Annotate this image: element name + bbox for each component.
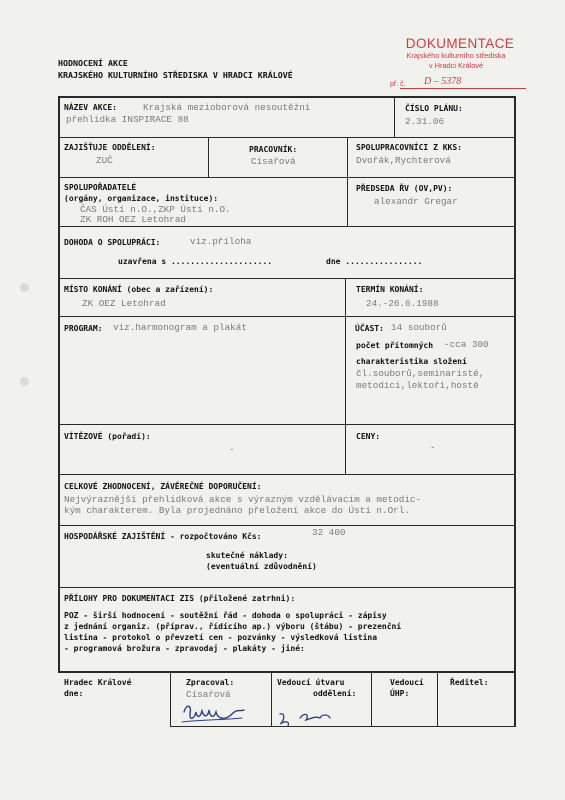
rule <box>58 278 515 279</box>
documentation-stamp <box>384 36 528 92</box>
skutecne-naklady-label: skutečné náklady: <box>206 551 288 560</box>
rule <box>58 96 60 672</box>
rule <box>208 137 209 177</box>
ceny-value: - <box>430 442 436 453</box>
spolupracovnici-value: Dvořák,Rychterová <box>356 155 451 166</box>
punch-hole <box>20 283 29 292</box>
footer-date-label: dne: <box>64 689 84 698</box>
header-line1: HODNOCENÍ AKCE <box>58 58 128 68</box>
spolupracovnici-label: SPOLUPRACOVNÍCI Z KKS: <box>356 143 462 152</box>
rule <box>345 278 346 474</box>
rule <box>58 226 515 227</box>
rule <box>58 474 515 475</box>
spoluporadatele-label-line2: (orgány, organizace, instituce): <box>64 194 219 203</box>
prilohy-line2: z jednání organiz. (příprav., řídícího ap.) výboru (štábu) - prezenční <box>64 622 402 631</box>
program-value: viz.harmonogram a plakát <box>113 322 247 333</box>
footer-place: Hradec Králové <box>64 678 132 687</box>
spoluporadatele-label-line1: SPOLUPOŘADATELÉ <box>64 183 137 192</box>
dohoda-label: DOHODA O SPOLUPRÁCI: <box>64 238 161 247</box>
rule <box>371 671 372 727</box>
ceny-label: CENY: <box>356 432 381 441</box>
signature-zpracoval <box>180 700 250 726</box>
rule <box>58 525 515 526</box>
vedouci-utvaru-label: Vedoucí útvaru <box>277 678 345 687</box>
dohoda-uzavrena: uzavřena s ..................... <box>118 257 273 266</box>
oddeleni-label: ZAJIŠŤUJE ODDĚLENÍ: <box>64 143 156 152</box>
rule <box>514 96 516 672</box>
charakteristika-line1: čl.souborů,seminaristé, <box>356 368 485 379</box>
predseda-value: alexandr Gregar <box>374 196 458 207</box>
zhodnoceni-label: CELKOVÉ ZHODNOCENÍ, ZÁVĚREČNÉ DOPORUČENÍ: <box>64 482 262 491</box>
rule <box>58 587 515 588</box>
rule <box>170 671 171 727</box>
stamp-prefix: př. č. <box>390 81 406 88</box>
prilohy-label: PŘÍLOHY PRO DOKUMENTACI ZIS (přiložené zatrhni): <box>64 594 296 603</box>
reditel-label: Ředitel: <box>450 678 489 687</box>
rule <box>437 671 438 727</box>
program-label: PROGRAM: <box>64 324 103 333</box>
spoluporadatele-value-line1: ČAS Ústí n.O.,ZKP Ústí n.O. <box>80 204 231 215</box>
rule <box>394 96 395 137</box>
cislo-planu-label: ČÍSLO PLÁNU: <box>405 104 463 113</box>
dohoda-value: viz.příloha <box>190 236 252 247</box>
rule <box>58 177 515 178</box>
charakteristika-label: charakteristika složení <box>356 357 467 366</box>
rule <box>58 424 515 425</box>
oddeleni-value: ZUČ <box>96 155 113 166</box>
ucast-value: 14 souborů <box>391 322 447 333</box>
vedouci-uhp-label: Vedoucí <box>390 678 424 687</box>
rule <box>271 671 272 727</box>
spoluporadatele-value-line2: ZK ROH OEZ Letohrad <box>80 214 187 225</box>
vitezove-label: VÍTĚZOVÉ (pořadí): <box>64 432 151 441</box>
predseda-label: PŘEDSEDA ŘV (OV,PV): <box>356 184 453 193</box>
stamp-number: D – 5378 <box>424 76 462 87</box>
termin-label: TERMÍN KONÁNÍ: <box>356 285 424 294</box>
skutecne-naklady-note: (eventuální zdůvodnění) <box>206 562 317 571</box>
rule <box>514 671 516 727</box>
misto-value: ZK OEZ Letohrad <box>82 298 166 309</box>
pocet-label: počet přítomných <box>356 341 434 350</box>
pocet-value: -cca 300 <box>444 339 489 350</box>
zhodnoceni-line2: kým charakterem. Byla projednáno přeložení akce do Ústí n.Orl. <box>64 505 410 516</box>
punch-hole <box>20 377 29 386</box>
prilohy-line4: - programová brožura - zpravodaj - plakáty - jiné: <box>64 644 305 653</box>
vedouci-uhp-sub: ÚHP: <box>390 689 410 698</box>
pracovnik-value: Císařová <box>251 156 296 167</box>
signature-vedouci <box>276 708 336 730</box>
termin-value: 24.-26.6.1988 <box>366 298 439 309</box>
vitezove-value: - <box>229 444 235 455</box>
rule <box>58 671 515 673</box>
stamp-underline <box>400 88 526 89</box>
nazev-label: NÁZEV AKCE: <box>64 103 117 112</box>
zpracoval-label: Zpracoval: <box>186 678 235 687</box>
form-header <box>58 57 293 81</box>
pracovnik-label: PRACOVNÍK: <box>249 145 298 154</box>
vedouci-utvaru-sub: oddělení: <box>313 689 357 698</box>
nazev-value-line1: Krajská mezioborová nesoutěžní <box>143 102 311 113</box>
prilohy-line1: POZ - širší hodnocení - soutěžní řád - dohoda o spolupráci - zápisy <box>64 611 387 620</box>
cislo-planu-value: 2.31.06 <box>405 116 445 127</box>
rule <box>58 316 515 317</box>
dohoda-dne: dne ................ <box>326 257 423 266</box>
hospodarske-value: 32 400 <box>312 527 346 538</box>
zhodnoceni-line1: Nejvýraznější přehlídková akce s výrazným vzdělávacím a metodic- <box>64 494 422 505</box>
rule <box>58 137 515 138</box>
stamp-line1: Krajského kulturního střediska <box>406 51 506 60</box>
misto-label: MÍSTO KONÁNÍ (obec a zařízení): <box>64 285 214 294</box>
stamp-title: DOKUMENTACE <box>405 36 515 51</box>
prilohy-line3: listina - protokol o převzetí cen - pozvánky - výsledková listina <box>64 633 378 642</box>
zpracoval-value: Císařová <box>186 689 231 700</box>
header-line2: KRAJSKÉHO KULTURNÍHO STŘEDISKA V HRADCI KRÁLOVÉ <box>58 70 293 80</box>
nazev-value-line2: přehlídka INSPIRACE 88 <box>66 114 189 125</box>
rule <box>347 137 348 226</box>
ucast-label: ÚČAST: <box>355 324 384 333</box>
rule <box>58 96 515 98</box>
charakteristika-line2: metodici,lektoři,hosté <box>356 380 479 391</box>
hospodarske-label: HOSPODÁŘSKÉ ZAJIŠTĚNÍ - rozpočtováno Kčs: <box>64 532 262 541</box>
rule <box>170 726 515 727</box>
stamp-line2: v Hradci Králové <box>428 61 484 70</box>
